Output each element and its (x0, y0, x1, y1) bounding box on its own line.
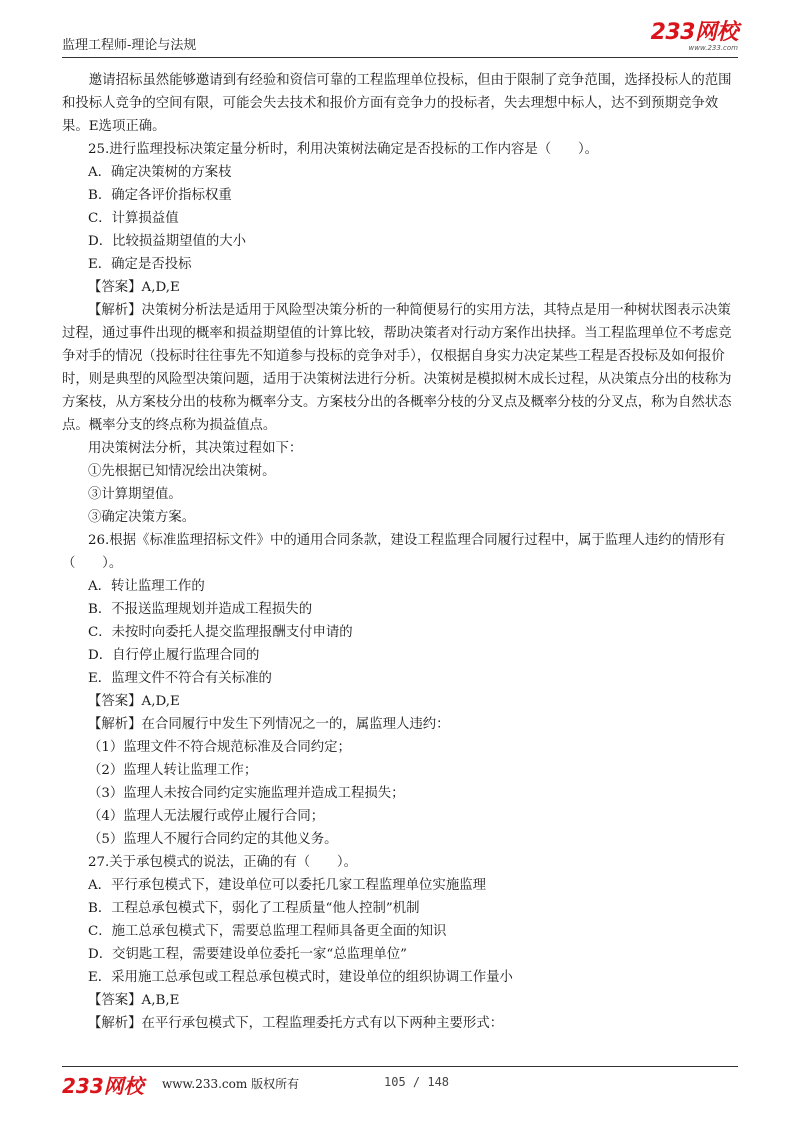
paragraph: A．转让监理工作的 (88, 579, 205, 594)
logo-url: www.233.com (688, 44, 738, 52)
header-divider (62, 57, 738, 58)
paragraph: D．自行停止履行监理合同的 (88, 648, 260, 663)
paragraph: E．确定是否投标 (88, 257, 192, 272)
paragraph: A．确定决策树的方案枝 (88, 165, 232, 180)
paragraph: 26.根据《标准监理招标文件》中的通用合同条款，建设工程监理合同履行过程中，属于监理人违约的情形有（ ）。 (62, 533, 726, 571)
paragraph: ③确定决策方案。 (88, 510, 196, 525)
paragraph: 27.关于承包模式的说法，正确的有（ ）。 (88, 855, 358, 870)
paragraph: E．采用施工总承包或工程总承包模式时，建设单位的组织协调工作量小 (88, 970, 513, 985)
paragraph: B．不报送监理规划并造成工程损失的 (88, 602, 313, 617)
paragraph: C．施工总承包模式下，需要总监理工程师具备更全面的知识 (88, 924, 447, 939)
paragraph: 【答案】A,D,E (88, 280, 180, 295)
paragraph: E．监理文件不符合有关标准的 (88, 671, 272, 686)
paragraph: （5）监理人不履行合同约定的其他义务。 (88, 832, 338, 847)
logo-text: 233网校 (650, 20, 738, 45)
paragraph: ①先根据已知情况绘出决策树。 (88, 464, 276, 479)
page-number: 105 / 148 (384, 1075, 450, 1089)
paragraph: C．计算损益值 (88, 211, 179, 226)
paragraph: （3）监理人未按合同约定实施监理并造成工程损失； (88, 786, 405, 801)
document-title: 监理工程师-理论与法规 (62, 38, 197, 53)
footer-divider (62, 1066, 738, 1067)
paragraph: C．未按时向委托人提交监理报酬支付申请的 (88, 625, 353, 640)
paragraph: 用决策树法分析，其决策过程如下： (88, 441, 303, 456)
paragraph: （1）监理文件不符合规范标准及合同约定； (88, 740, 351, 755)
paragraph: 【答案】A,B,E (88, 993, 180, 1008)
paragraph: （4）监理人无法履行或停止履行合同； (88, 809, 325, 824)
paragraph: 【解析】在合同履行中发生下列情况之一的，属监理人违约： (88, 717, 450, 732)
paragraph: 25.进行监理投标决策定量分析时，利用决策树法确定是否投标的工作内容是（ ）。 (88, 142, 599, 157)
brand-logo (651, 22, 738, 52)
copyright-text: www.233.com 版权所有 (162, 1077, 300, 1091)
paragraph: B．工程总承包模式下，弱化了工程质量“他人控制”机制 (88, 901, 420, 916)
paragraph: D．交钥匙工程，需要建设单位委托一家“总监理单位” (88, 947, 408, 962)
document-body (62, 69, 738, 1035)
paragraph: 【解析】决策树分析法是适用于风险型决策分析的一种简便易行的实用方法，其特点是用一种树状图表示决策过程，通过事件出现的概率和损益期望值的计算比较，帮助决策者对行动方案作出抉择。当工程监理单位不考虑竞争对手的情况（投标时往往事先不知道参与投标的竞争对手），仅根据自身实力决定某些工程是否投标及如何报价时，则是典型的风险型决策问题，适用于决策树法进行分析。决策树是模拟树木成长过程，从决策点分出的枝称为方案枝，从方案枝分出的枝称为概率分支。方案枝分出的各概率分枝的分叉点及概率分枝的分叉点，称为自然状态点。概率分支的终点称为损益值点。 (62, 303, 732, 433)
paragraph: ③计算期望值。 (88, 487, 182, 502)
paragraph: （2）监理人转让监理工作； (88, 763, 258, 778)
footer-logo: 233网校 (62, 1074, 144, 1098)
paragraph: D．比较损益期望值的大小 (88, 234, 247, 249)
paragraph: 【解析】在平行承包模式下，工程监理委托方式有以下两种主要形式： (88, 1016, 504, 1031)
paragraph: B．确定各评价指标权重 (88, 188, 232, 203)
paragraph: 邀请招标虽然能够邀请到有经验和资信可靠的工程监理单位投标，但由于限制了竞争范围，选择投标人的范围和投标人竞争的空间有限，可能会失去技术和报价方面有竞争力的投标者，失去理想中标人，达不到预期竞争效果。E选项正确。 (62, 73, 732, 134)
paragraph: 【答案】A,D,E (88, 694, 180, 709)
page-header (62, 22, 738, 54)
paragraph: A．平行承包模式下，建设单位可以委托几家工程监理单位实施监理 (88, 878, 486, 893)
page-footer (62, 1070, 738, 1096)
